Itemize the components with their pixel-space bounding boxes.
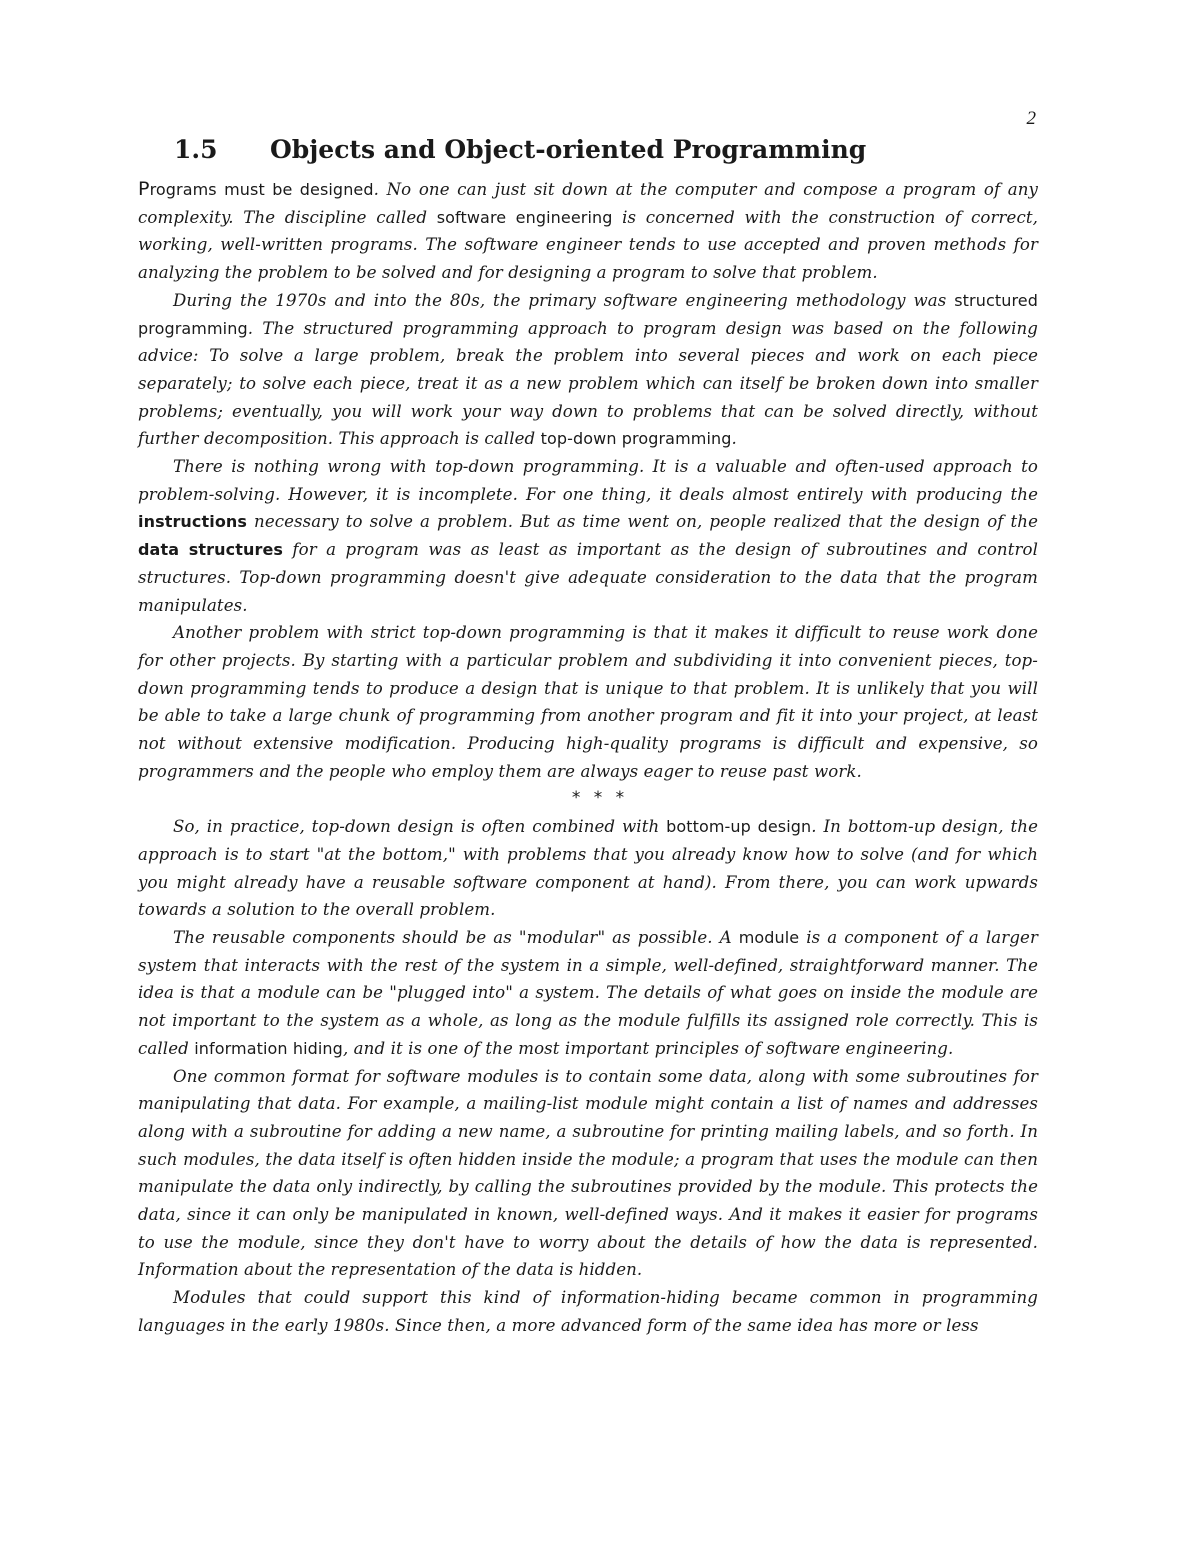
drop-cap: P bbox=[138, 178, 150, 200]
paragraph-3: There is nothing wrong with top-down programming. It is a valuable and often-used approach to problem-solving. However, it is incomplete. For one thing, it deals almost entirely with producing the instructions necessary to solve a problem. But as time went on, people realized that the design of the data structures for a program was as least as important as the design of subroutines and control structures. Top-down programming doesn't give adequate consideration to the data that the program manipulates. bbox=[138, 457, 1038, 615]
term-structured-programming: structured programming bbox=[138, 290, 1038, 338]
body-text bbox=[138, 176, 1038, 1340]
term-bottom-up-design: bottom-up design bbox=[666, 817, 812, 837]
section-separator: * * * bbox=[571, 788, 629, 809]
term-data-structures: data structures bbox=[138, 540, 284, 560]
paragraph-2: During the 1970s and into the 80s, the primary software engineering methodology was structured programming. The structured programming approach to program design was based on the following advice: To solve a large problem, break the problem into several pieces and work on each piece separately; to solve each piece, treat it as a new problem which can itself be broken down into smaller problems; eventually, you will work your way down to problems that can be solved directly, without further decomposition. This approach is called top-down programming. bbox=[138, 290, 1038, 449]
paragraph-8: Modules that could support this kind of information-hiding became common in programming languages in the early 1980s. Since then, a more advanced form of the same idea has more or less bbox=[138, 1288, 1038, 1335]
term-top-down-programming: top-down programming bbox=[540, 429, 732, 449]
paragraph-6: The reusable components should be as "modular" as possible. A module is a component of a larger system that interacts with the rest of the system in a simple, well-defined, straightforward manner. The idea is that a module can be "plugged into" a system. The details of what goes on inside the module are not important to the system as a whole, as long as the module fulfills its assigned role correctly. This is called information hiding, and it is one of the most important principles of software engineering. bbox=[138, 927, 1038, 1058]
paragraph-4: Another problem with strict top-down programming is that it makes it difficult to reuse work done for other projects. By starting with a particular problem and subdividing it into convenient pieces, top-down programming tends to produce a design that is unique to that problem. It is unlikely that you will be able to take a large chunk of programming from another program and fit it into your project, at least not without extensive modification. Producing high-quality programs is difficult and expensive, so programmers and the people who employ them are always eager to reuse past work. bbox=[138, 623, 1038, 781]
term-information-hiding: information hiding bbox=[194, 1038, 343, 1058]
section-number: 1.5 bbox=[174, 135, 218, 164]
section-title: Objects and Object-oriented Programming bbox=[270, 135, 867, 164]
term-software-engineering: software engineering bbox=[436, 207, 613, 227]
term-instructions: instructions bbox=[138, 512, 248, 532]
paragraph-1: Programs must be designed. No one can just sit down at the computer and compose a program of any complexity. The discipline called software engineering is concerned with the construction of correct, working, well-written programs. The software engineer tends to use accepted and proven methods for analyzing the problem to be solved and for designing a program to solve that problem. bbox=[138, 178, 1039, 283]
term-module: module bbox=[738, 927, 800, 947]
paragraph-5: So, in practice, top-down design is often combined with bottom-up design. In bottom-up design, the approach is to start "at the bottom," with problems that you already know how to solve (and for which you might already have a reusable software component at hand). From there, you can work upwards towards a solution to the overall problem. bbox=[138, 817, 1038, 920]
section-heading bbox=[174, 133, 866, 167]
page-number: 2 bbox=[1026, 108, 1036, 129]
paragraph-7: One common format for software modules is to contain some data, along with some subroutines for manipulating that data. For example, a mailing-list module might contain a list of names and addresses along with a subroutine for adding a new name, a subroutine for printing mailing labels, and so forth. In such modules, the data itself is often hidden inside the module; a program that uses the module can then manipulate the data only indirectly, by calling the subroutines provided by the module. This protects the data, since it can only be manipulated in known, well-defined ways. And it makes it easier for programs to use the module, since they don't have to worry about the details of how the data is represented. Information about the representation of the data is hidden. bbox=[138, 1066, 1038, 1280]
